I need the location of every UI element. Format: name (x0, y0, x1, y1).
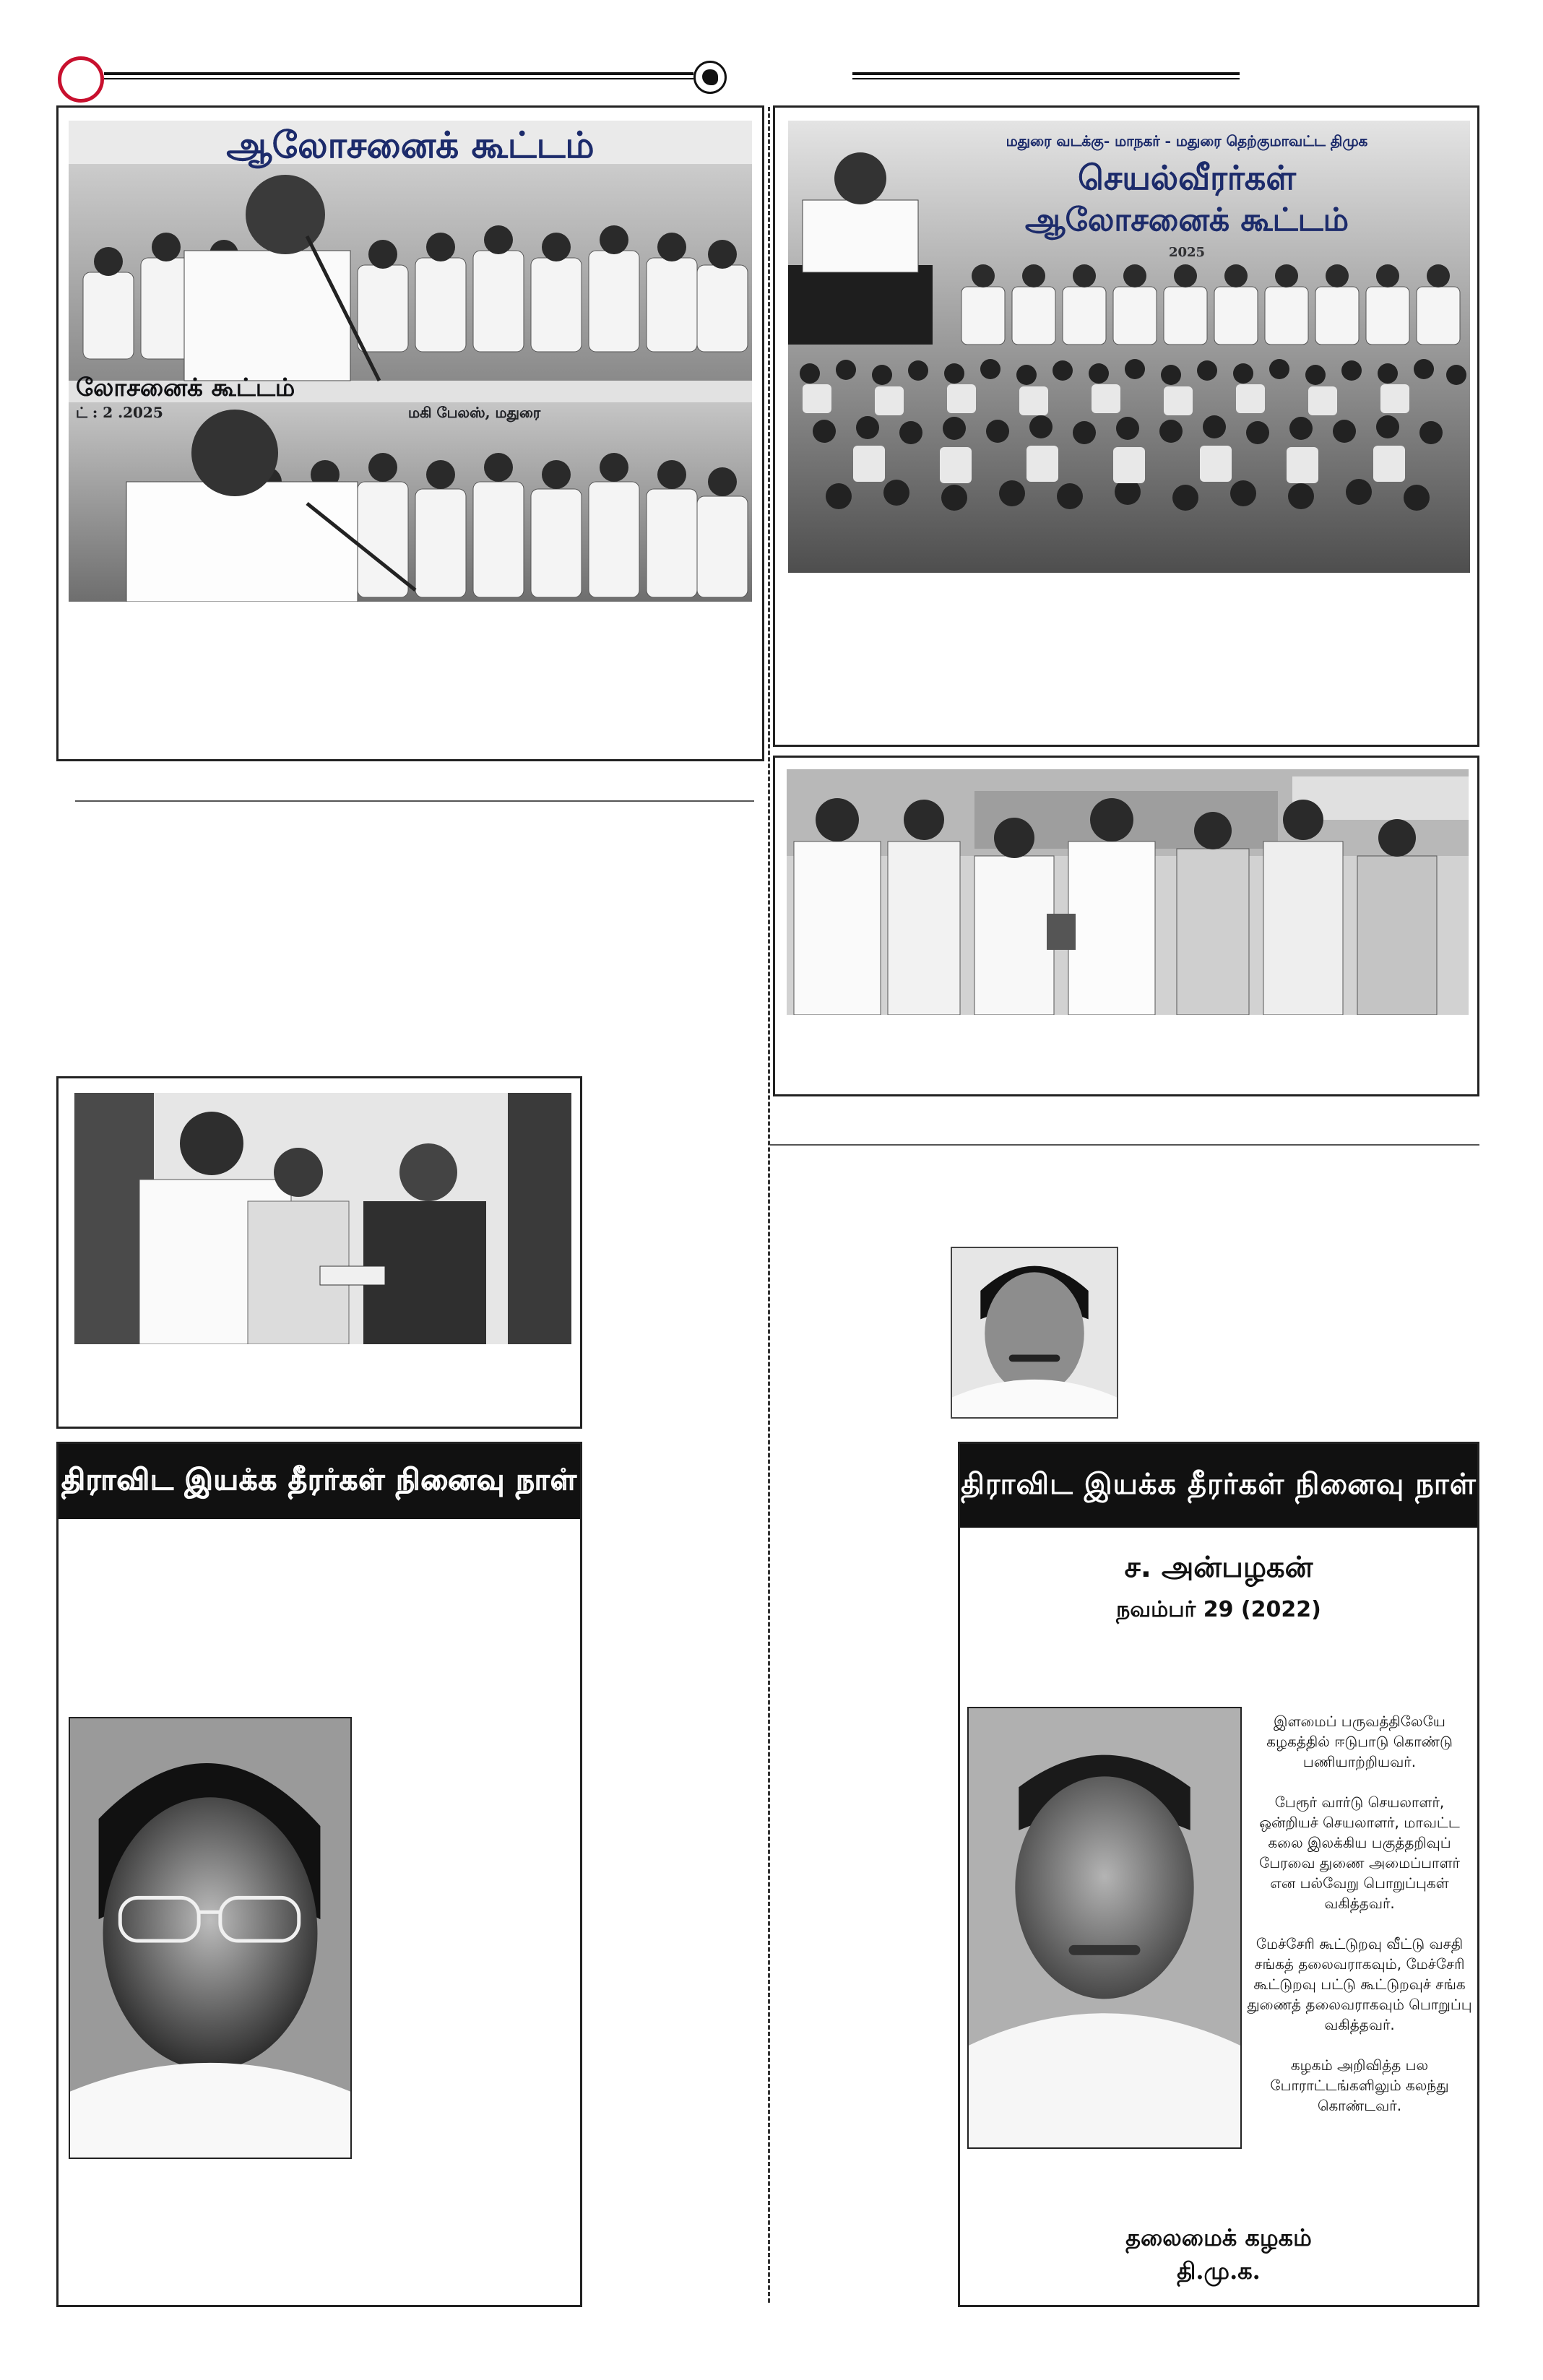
memorial-bio-paragraph: பேரூர் வார்டு செயலாளர், ஒன்றியச் செயலாளர், மாவட்ட கலை இலக்கிய பகுத்தறிவுப் பேரவை துணை அமைப்பாளர் என பல்வேறு பொறுப்புகள் வகித்தவர். (1259, 1793, 1460, 1912)
meeting-photo-left (69, 121, 752, 602)
memorial-box-left (56, 1442, 582, 2307)
award-photo (787, 769, 1469, 1015)
meeting-venue-line: மகி பேலஸ், மதுரை (408, 404, 541, 421)
meeting-right-line2: செயல்வீரர்கள் (1078, 158, 1296, 197)
meeting-banner-title: ஆலோசனைக் கூட்டம் (226, 124, 595, 166)
photo-frame-meeting-right (773, 105, 1479, 747)
small-portrait (951, 1247, 1118, 1419)
photo-frame-award (773, 756, 1479, 1096)
memorial-banner-left-text: திராவிட இயக்க தீரர்கள் நினைவு நாள் (61, 1463, 577, 1497)
header-rule-left (104, 72, 693, 79)
memorial-bio-paragraph: கழகம் அறிவித்த பல போராட்டங்களிலும் கலந்து கொண்டவர். (1270, 2056, 1449, 2114)
memorial-banner-left (59, 1444, 580, 1519)
memorial-bio (1245, 1711, 1474, 2136)
page-number-circle (58, 56, 104, 103)
welfare-photo (74, 1093, 571, 1344)
memorial-portrait-left (69, 1717, 352, 2159)
memorial-date: நவம்பர் 29 (2022) (1116, 1597, 1321, 1622)
memorial-banner-right (960, 1444, 1477, 1528)
meeting-photo-right (788, 121, 1470, 573)
memorial-signature-line1: தலைமைக் கழகம் (1125, 2224, 1312, 2251)
meeting-right-line3: ஆலோசனைக் கூட்டம் (1024, 202, 1349, 238)
header-rule-right (852, 72, 1240, 79)
memorial-portrait-right (967, 1707, 1242, 2149)
memorial-bio-paragraph: மேச்சேரி கூட்டுறவு வீட்டு வசதி சங்கத் தலைவராகவும், மேச்சேரி கூட்டுறவு பட்டு கூட்டுறவுச் சங்க துணைத் தலைவராகவும் பொறுப்பு வகித்தவர். (1247, 1935, 1472, 2033)
meeting-right-date: 2025 (1168, 245, 1206, 260)
party-emblem-icon (693, 61, 727, 94)
meeting-banner-title-lower: லோசனைக் கூட்டம் (76, 373, 295, 402)
memorial-signature-line2: தி.மு.க. (1177, 2257, 1261, 2285)
memorial-bio-paragraph: இளமைப் பருவத்திலேயே கழகத்தில் ஈடுபாடு கொண்டு பணியாற்றியவர். (1266, 1713, 1453, 1770)
memorial-banner-right-text: திராவிட இயக்க தீரர்கள் நினைவு நாள் (961, 1467, 1477, 1501)
column-divider (768, 107, 770, 2303)
photo-frame-meeting-left (56, 105, 764, 761)
meeting-right-line1: மதுரை வடக்கு- மாநகர் - மதுரை தெற்குமாவட்ட திமுக (1006, 132, 1368, 150)
section-rule-right (770, 1144, 1479, 1146)
section-rule-left (75, 800, 754, 802)
memorial-name: ச. அன்பழகன் (1124, 1551, 1313, 1584)
memorial-box-right (958, 1442, 1479, 2307)
meeting-date-line: ட் : 2 .2025 (76, 404, 163, 421)
photo-frame-welfare (56, 1076, 582, 1429)
